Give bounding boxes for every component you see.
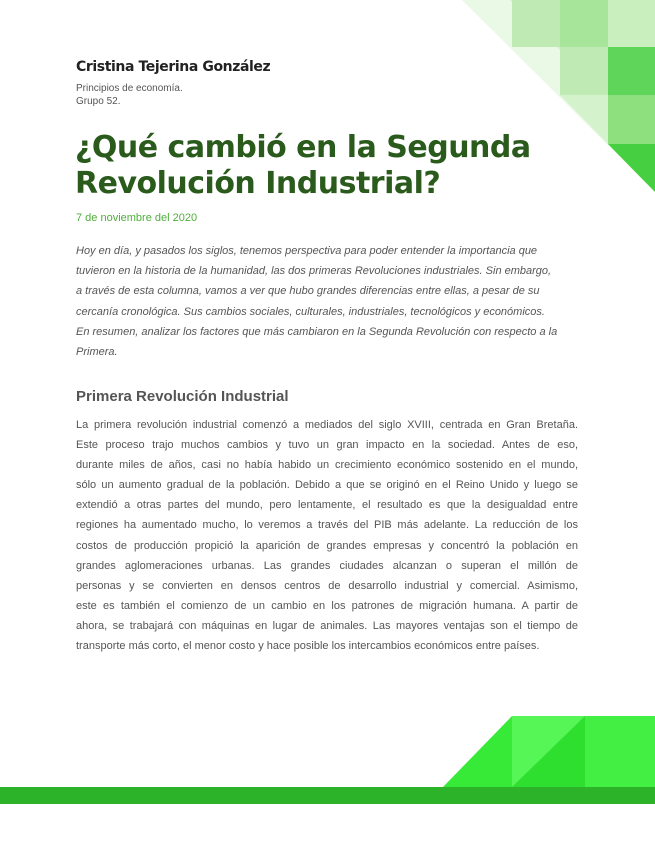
group-label: Grupo 52. — [76, 96, 121, 107]
body-line: sólo un aumento gradual de la población. Debido a que se originó en el Reino Unido y luego se — [76, 479, 578, 492]
body-line: La primera revolución industrial comenzó a mediados del siglo XVIII, centrada en Gran Bretaña. — [76, 419, 578, 431]
body-line: ahora, se trabajará con máquinas en lugar de animales. Las mayores ventajas son el tiempo de — [76, 619, 578, 632]
intro-line: Hoy en día, y pasados los siglos, tenemos perspectiva para poder entender la importancia que — [76, 245, 538, 257]
subject-label: Principios de economía. — [76, 83, 183, 94]
body-line: transporte más corto, el menor costo y hace posible los intercambios económicos entre países. — [76, 640, 540, 653]
intro-paragraph — [76, 241, 581, 362]
body-line: costos de producción propició la aparición de grandes empresas y concentró la población en — [76, 539, 578, 552]
bottom-green-decoration — [0, 716, 655, 804]
title-line: ¿Qué cambió en la Segunda — [75, 130, 531, 165]
article-date: 7 de noviembre del 2020 — [76, 212, 198, 224]
author-name: Cristina Tejerina González — [76, 59, 271, 75]
body-line: durante miles de años, casi no había habido un crecimiento económico sostenido en el mundo, — [76, 459, 578, 472]
intro-line: a través de esta columna, vamos a ver que hubo grandes diferencias entre ellas, a pesar de su — [76, 285, 540, 298]
body-line: este es también el comienzo de un cambio en los patrones de migración humana. A partir de — [76, 599, 578, 612]
body-line: personas y se convierten en densos centros de desarrollo industrial y comercial. Asimismo, — [76, 579, 578, 592]
title-line: Revolución Industrial? — [75, 166, 441, 201]
body-line: Este proceso trajo muchos cambios y tuvo un gran impacto en la sociedad. Antes de eso, — [76, 439, 578, 452]
intro-line: cercanía cronológica. Sus cambios sociales, culturales, industriales, tecnológicos y económicos. — [76, 305, 545, 318]
body-line: regiones ha aumentado mucho, lo veremos a través del PIB más adelante. La reducción de los — [76, 519, 578, 532]
intro-line: En resumen, analizar los factores que más cambiaron en la Segunda Revolución con respecto a la — [76, 325, 558, 338]
intro-line: tuvieron en la historia de la humanidad, las dos primeras Revoluciones industriales. Sin embargo, — [76, 265, 552, 278]
section-body — [76, 415, 578, 656]
body-line: extendió a otras partes del mundo, pero lentamente, el resultado es que la desigualdad entre — [76, 499, 578, 512]
intro-line: Primera. — [76, 346, 118, 359]
author-meta — [76, 82, 183, 108]
section-heading: Primera Revolución Industrial — [76, 388, 289, 405]
body-line: grandes aglomeraciones urbanas. Las grandes ciudades alcanzan o superan el millón de — [76, 559, 578, 572]
article-title — [75, 130, 531, 202]
